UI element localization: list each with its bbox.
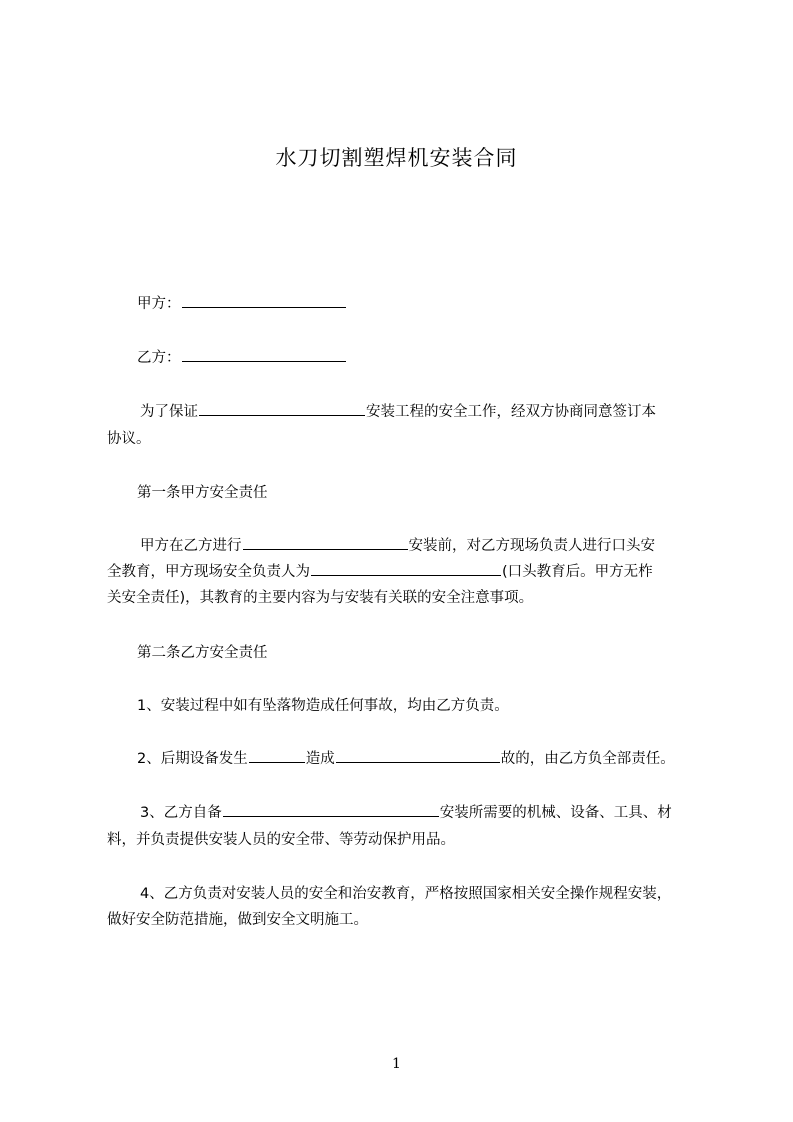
item2-c: 故的，由乙方负全部责任。 <box>500 751 675 767</box>
intro-line-2: 协议。 <box>107 431 151 447</box>
article1-l1-pre: 甲方在乙方进行 <box>140 538 242 554</box>
article2-item-2 <box>137 747 675 768</box>
article2-item-1: 1、安装过程中如有坠落物造成任何事故，均由乙方负责。 <box>137 698 509 714</box>
article1-l2-post: (口头教育后。甲方无柞 <box>502 564 653 580</box>
article1-line-2 <box>107 560 653 581</box>
document-title: 水刀切割塑焊机安装合同 <box>275 146 518 170</box>
party-a-label: 甲方： <box>137 296 181 312</box>
article2-item-3-cont: 料，并负责提供安装人员的安全带、等劳动保护用品。 <box>107 832 455 848</box>
article1-l2-pre: 全教育，甲方现场安全负责人为 <box>107 564 310 580</box>
party-a-line <box>137 292 347 313</box>
item2-cause-blank[interactable] <box>336 748 500 763</box>
intro-project-blank[interactable] <box>199 401 365 416</box>
article1-responsible-blank[interactable] <box>311 561 501 576</box>
article2-heading: 第二条乙方安全责任 <box>137 645 268 661</box>
item2-event-blank[interactable] <box>249 748 305 763</box>
article1-install-blank[interactable] <box>243 535 408 550</box>
party-a-blank[interactable] <box>182 293 346 308</box>
item2-a: 2、后期设备发生 <box>137 751 248 767</box>
article2-item-4: 4、乙方负责对安装人员的安全和治安教育，严格按照国家相关安全操作规程安装， <box>140 886 672 902</box>
item3-equipment-blank[interactable] <box>223 802 439 817</box>
party-b-blank[interactable] <box>182 347 346 362</box>
item2-b: 造成 <box>305 751 335 767</box>
intro-post: 安装工程的安全工作，经双方协商同意签订本 <box>366 404 656 420</box>
article2-item-4-cont: 做好安全防范措施，做到安全文明施工。 <box>107 912 368 928</box>
page-number: 1 <box>392 1056 401 1072</box>
intro-pre: 为了保证 <box>140 404 198 420</box>
article1-l1-post: 安装前，对乙方现场负责人进行口头安 <box>408 538 655 554</box>
item3-post: 安装所需要的机械、设备、工具、材 <box>439 805 672 821</box>
article1-heading: 第一条甲方安全责任 <box>137 485 268 501</box>
article1-line-3: 关安全责任)，其教育的主要内容为与安装有关联的安全注意事项。 <box>107 590 534 606</box>
party-b-line <box>137 346 347 367</box>
article1-line-1 <box>140 534 655 555</box>
party-b-label: 乙方： <box>137 350 181 366</box>
item3-pre: 3、乙方自备 <box>140 805 222 821</box>
article2-item-3 <box>140 801 672 822</box>
intro-line-1 <box>140 400 656 421</box>
